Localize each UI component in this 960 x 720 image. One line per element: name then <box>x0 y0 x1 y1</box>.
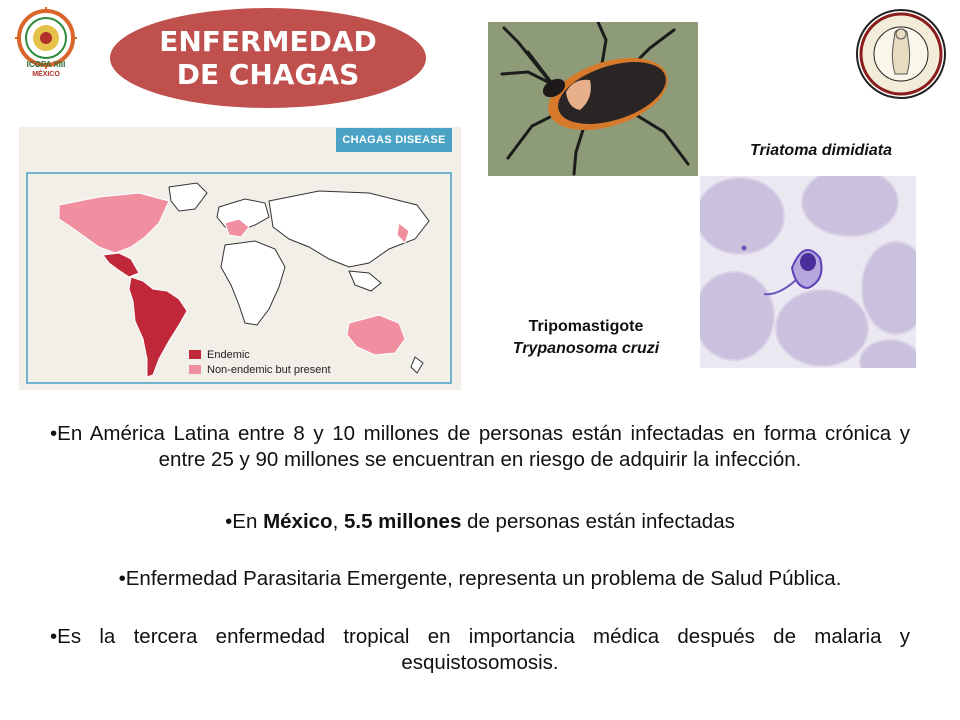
bullet-mexico <box>50 509 910 535</box>
trypanosoma-caption-line1: Tripomastigote <box>528 318 644 335</box>
academia-medicina-logo <box>855 8 947 100</box>
chagas-distribution-map <box>19 127 461 390</box>
legend-endemic-label: Endemic <box>207 349 250 361</box>
icopa-logo-country: MÉXICO <box>32 71 60 78</box>
map-badge: CHAGAS DISEASE <box>336 128 452 152</box>
bullet-mexico-mid: , <box>332 510 344 533</box>
bullet-mexico-country: México <box>263 510 333 533</box>
legend-nonendemic-swatch <box>189 365 201 374</box>
slide-title-line2: DE CHAGAS <box>176 58 360 91</box>
icopa-logo-text: ICOPA XIII <box>26 60 66 69</box>
legend-endemic-swatch <box>189 350 201 359</box>
triatoma-photo <box>488 22 698 176</box>
trypanosoma-caption <box>478 316 694 360</box>
bullet-mexico-pre: •En <box>225 510 264 533</box>
triatoma-caption: Triatoma dimidiata <box>750 142 892 159</box>
bullet-mexico-count: 5.5 millones <box>343 510 462 533</box>
slide-title <box>110 8 426 108</box>
trypanosoma-caption-line2: Trypanosoma cruzi <box>512 340 660 357</box>
icopa-logo <box>6 4 86 86</box>
bullet-third-tropical: •Es la tercera enfermedad tropical en importancia médica después de malaria y esquistosomosis. <box>50 625 910 674</box>
bullet-mexico-post: de personas están infectadas <box>461 510 735 533</box>
legend-nonendemic-label: Non-endemic but present <box>207 364 331 376</box>
trypanosoma-micrograph <box>700 176 916 368</box>
bullet-emergent-disease: •Enfermedad Parasitaria Emergente, representa un problema de Salud Pública. <box>118 567 842 590</box>
bullet-latin-america: •En América Latina entre 8 y 10 millones de personas están infectadas en forma crónica y entre 25 y 90 millones se encuentran en riesgo de adquirir la infección. <box>50 422 910 471</box>
slide-title-line1: ENFERMEDAD <box>159 25 377 58</box>
